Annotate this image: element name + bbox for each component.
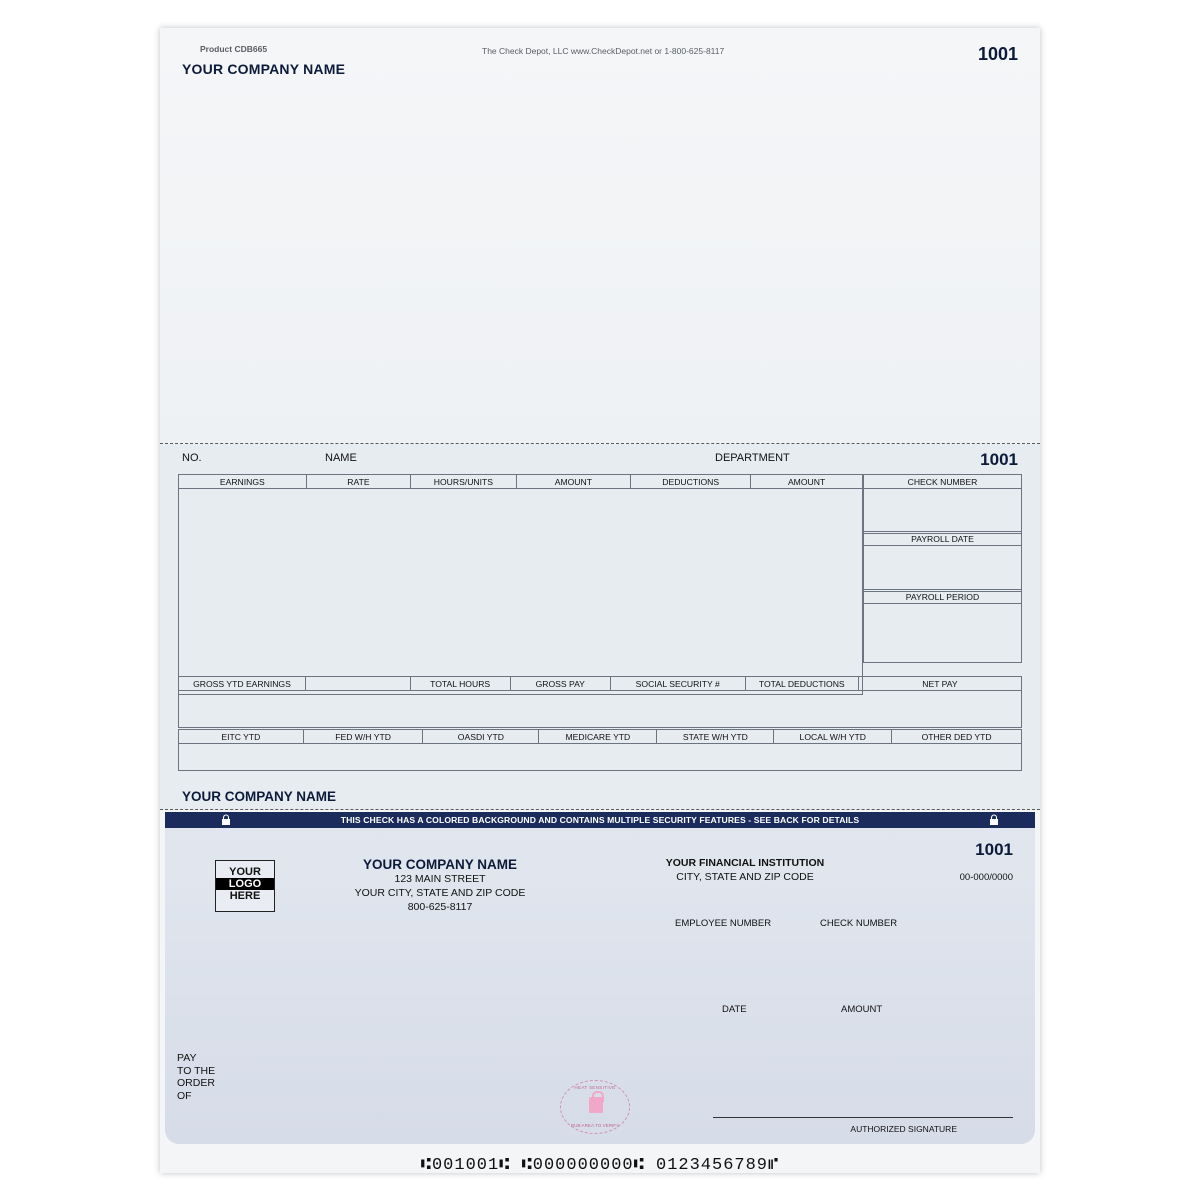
- col-eitc-ytd: EITC YTD: [179, 730, 304, 744]
- security-bar-text: THIS CHECK HAS A COLORED BACKGROUND AND CONTAINS MULTIPLE SECURITY FEATURES - SEE BACK FOR DETAILS: [340, 815, 860, 825]
- col-rate: RATE: [306, 475, 411, 489]
- col-earnings: EARNINGS: [179, 475, 307, 489]
- col-total-hours: TOTAL HOURS: [410, 677, 510, 691]
- pay-line-4: OF: [177, 1089, 192, 1102]
- heat-sensitive-seal: [555, 1080, 635, 1136]
- check-document: [160, 28, 1040, 1173]
- pay-line-1: PAY: [177, 1052, 197, 1064]
- logo-placeholder[interactable]: [215, 860, 275, 912]
- ytd-value-row: [179, 744, 1022, 771]
- col-local-wh-ytd: LOCAL W/H YTD: [774, 730, 892, 744]
- col-other-ded-ytd: OTHER DED YTD: [892, 730, 1022, 744]
- logo-line-2: LOGO: [216, 878, 274, 890]
- totals-entry-area[interactable]: [179, 691, 1022, 728]
- label-amount: AMOUNT: [841, 1004, 883, 1015]
- table-header-row: [179, 475, 863, 489]
- col-blank-1: [305, 677, 410, 691]
- col-social-security: SOCIAL SECURITY #: [610, 677, 745, 691]
- check-company-name: YOUR COMPANY NAME: [362, 857, 517, 872]
- routing-fraction: 00-000/0000: [959, 872, 1013, 883]
- lock-icon-left: [221, 814, 231, 826]
- totals-header-row: [179, 677, 1022, 691]
- check-number-box: [863, 474, 1022, 534]
- pay-line-3: ORDER: [177, 1077, 215, 1089]
- col-hours-units: HOURS/UNITS: [411, 475, 516, 489]
- label-employee-number: EMPLOYEE NUMBER: [675, 918, 772, 929]
- stub-company-name: YOUR COMPANY NAME: [182, 789, 337, 804]
- box-value-payroll-date[interactable]: [864, 546, 1022, 592]
- ytd-entry-area[interactable]: [179, 744, 1022, 771]
- check-company-citystate: YOUR CITY, STATE AND ZIP CODE: [354, 887, 526, 899]
- logo-line-3: HERE: [229, 890, 261, 902]
- earnings-deductions-table: [178, 474, 863, 695]
- table-entry-area[interactable]: [179, 489, 863, 695]
- check-body: [165, 812, 1035, 1144]
- totals-table: [178, 676, 1022, 728]
- payroll-period-box: [863, 589, 1022, 663]
- micr-line: ⑆001001⑆ ⑆000000000⑆ 0123456789⑈: [420, 1156, 780, 1175]
- col-deductions: DEDUCTIONS: [631, 475, 751, 489]
- ytd-table: [178, 729, 1022, 771]
- col-medicare-ytd: MEDICARE YTD: [539, 730, 657, 744]
- label-check-number: CHECK NUMBER: [820, 918, 898, 929]
- check-company-phone: 800-625-8117: [407, 901, 473, 913]
- box-label-check-number: CHECK NUMBER: [864, 475, 1022, 489]
- ytd-header-row: [179, 730, 1022, 744]
- col-gross-ytd-earnings: GROSS YTD EARNINGS: [179, 677, 306, 691]
- label-date: DATE: [722, 1004, 747, 1015]
- table-body-row: [179, 489, 863, 695]
- check-number-display: 1001: [975, 840, 1013, 859]
- perforation-line-bottom: [160, 809, 1040, 810]
- box-value-check-number[interactable]: [864, 489, 1022, 534]
- box-label-payroll-period: PAYROLL PERIOD: [864, 590, 1022, 604]
- payroll-date-box: [863, 531, 1022, 592]
- box-label-payroll-date: PAYROLL DATE: [864, 532, 1022, 546]
- stub-check-number: 1001: [980, 450, 1018, 469]
- label-authorized-signature: AUTHORIZED SIGNATURE: [850, 1124, 957, 1134]
- bank-name: YOUR FINANCIAL INSTITUTION: [665, 857, 825, 869]
- signature-line[interactable]: [713, 1117, 1013, 1118]
- col-fed-wh-ytd: FED W/H YTD: [303, 730, 423, 744]
- check-company-street: 123 MAIN STREET: [394, 873, 486, 885]
- stub-label-no: NO.: [182, 452, 202, 464]
- logo-line-1: YOUR: [229, 866, 261, 878]
- stub-label-department: DEPARTMENT: [715, 452, 790, 464]
- lock-icon-right: [989, 814, 999, 826]
- heat-seal-top-text: HEAT SENSITIVE: [574, 1085, 616, 1090]
- col-gross-pay: GROSS PAY: [510, 677, 610, 691]
- pay-to-the-order-of: [177, 1052, 215, 1102]
- padlock-icon: [589, 1097, 603, 1113]
- col-total-deductions: TOTAL DEDUCTIONS: [745, 677, 858, 691]
- col-state-wh-ytd: STATE W/H YTD: [657, 730, 774, 744]
- heat-seal-bottom-text: RUB AREA TO VERIFY: [570, 1123, 620, 1128]
- product-code: Product CDB665: [200, 44, 268, 54]
- middle-stub: [160, 444, 1040, 810]
- bank-citystate: CITY, STATE AND ZIP CODE: [676, 871, 814, 883]
- col-amount-deductions: AMOUNT: [751, 475, 863, 489]
- box-value-payroll-period[interactable]: [864, 604, 1022, 663]
- col-net-pay: NET PAY: [858, 677, 1021, 691]
- top-company-name: YOUR COMPANY NAME: [182, 61, 346, 77]
- check-company-block: [290, 858, 590, 914]
- stub-label-name: NAME: [325, 452, 357, 464]
- pay-line-2: TO THE: [177, 1064, 216, 1077]
- stub-header-row: [160, 444, 1040, 474]
- top-check-number: 1001: [977, 44, 1018, 64]
- bank-block: [595, 856, 895, 884]
- col-oasdi-ytd: OASDI YTD: [423, 730, 539, 744]
- vendor-info: The Check Depot, LLC www.CheckDepot.net or 1-800-625-8117: [482, 46, 725, 56]
- col-amount-earnings: AMOUNT: [516, 475, 631, 489]
- security-bar: [165, 812, 1035, 828]
- top-stub: [160, 28, 1040, 443]
- totals-value-row: [179, 691, 1022, 728]
